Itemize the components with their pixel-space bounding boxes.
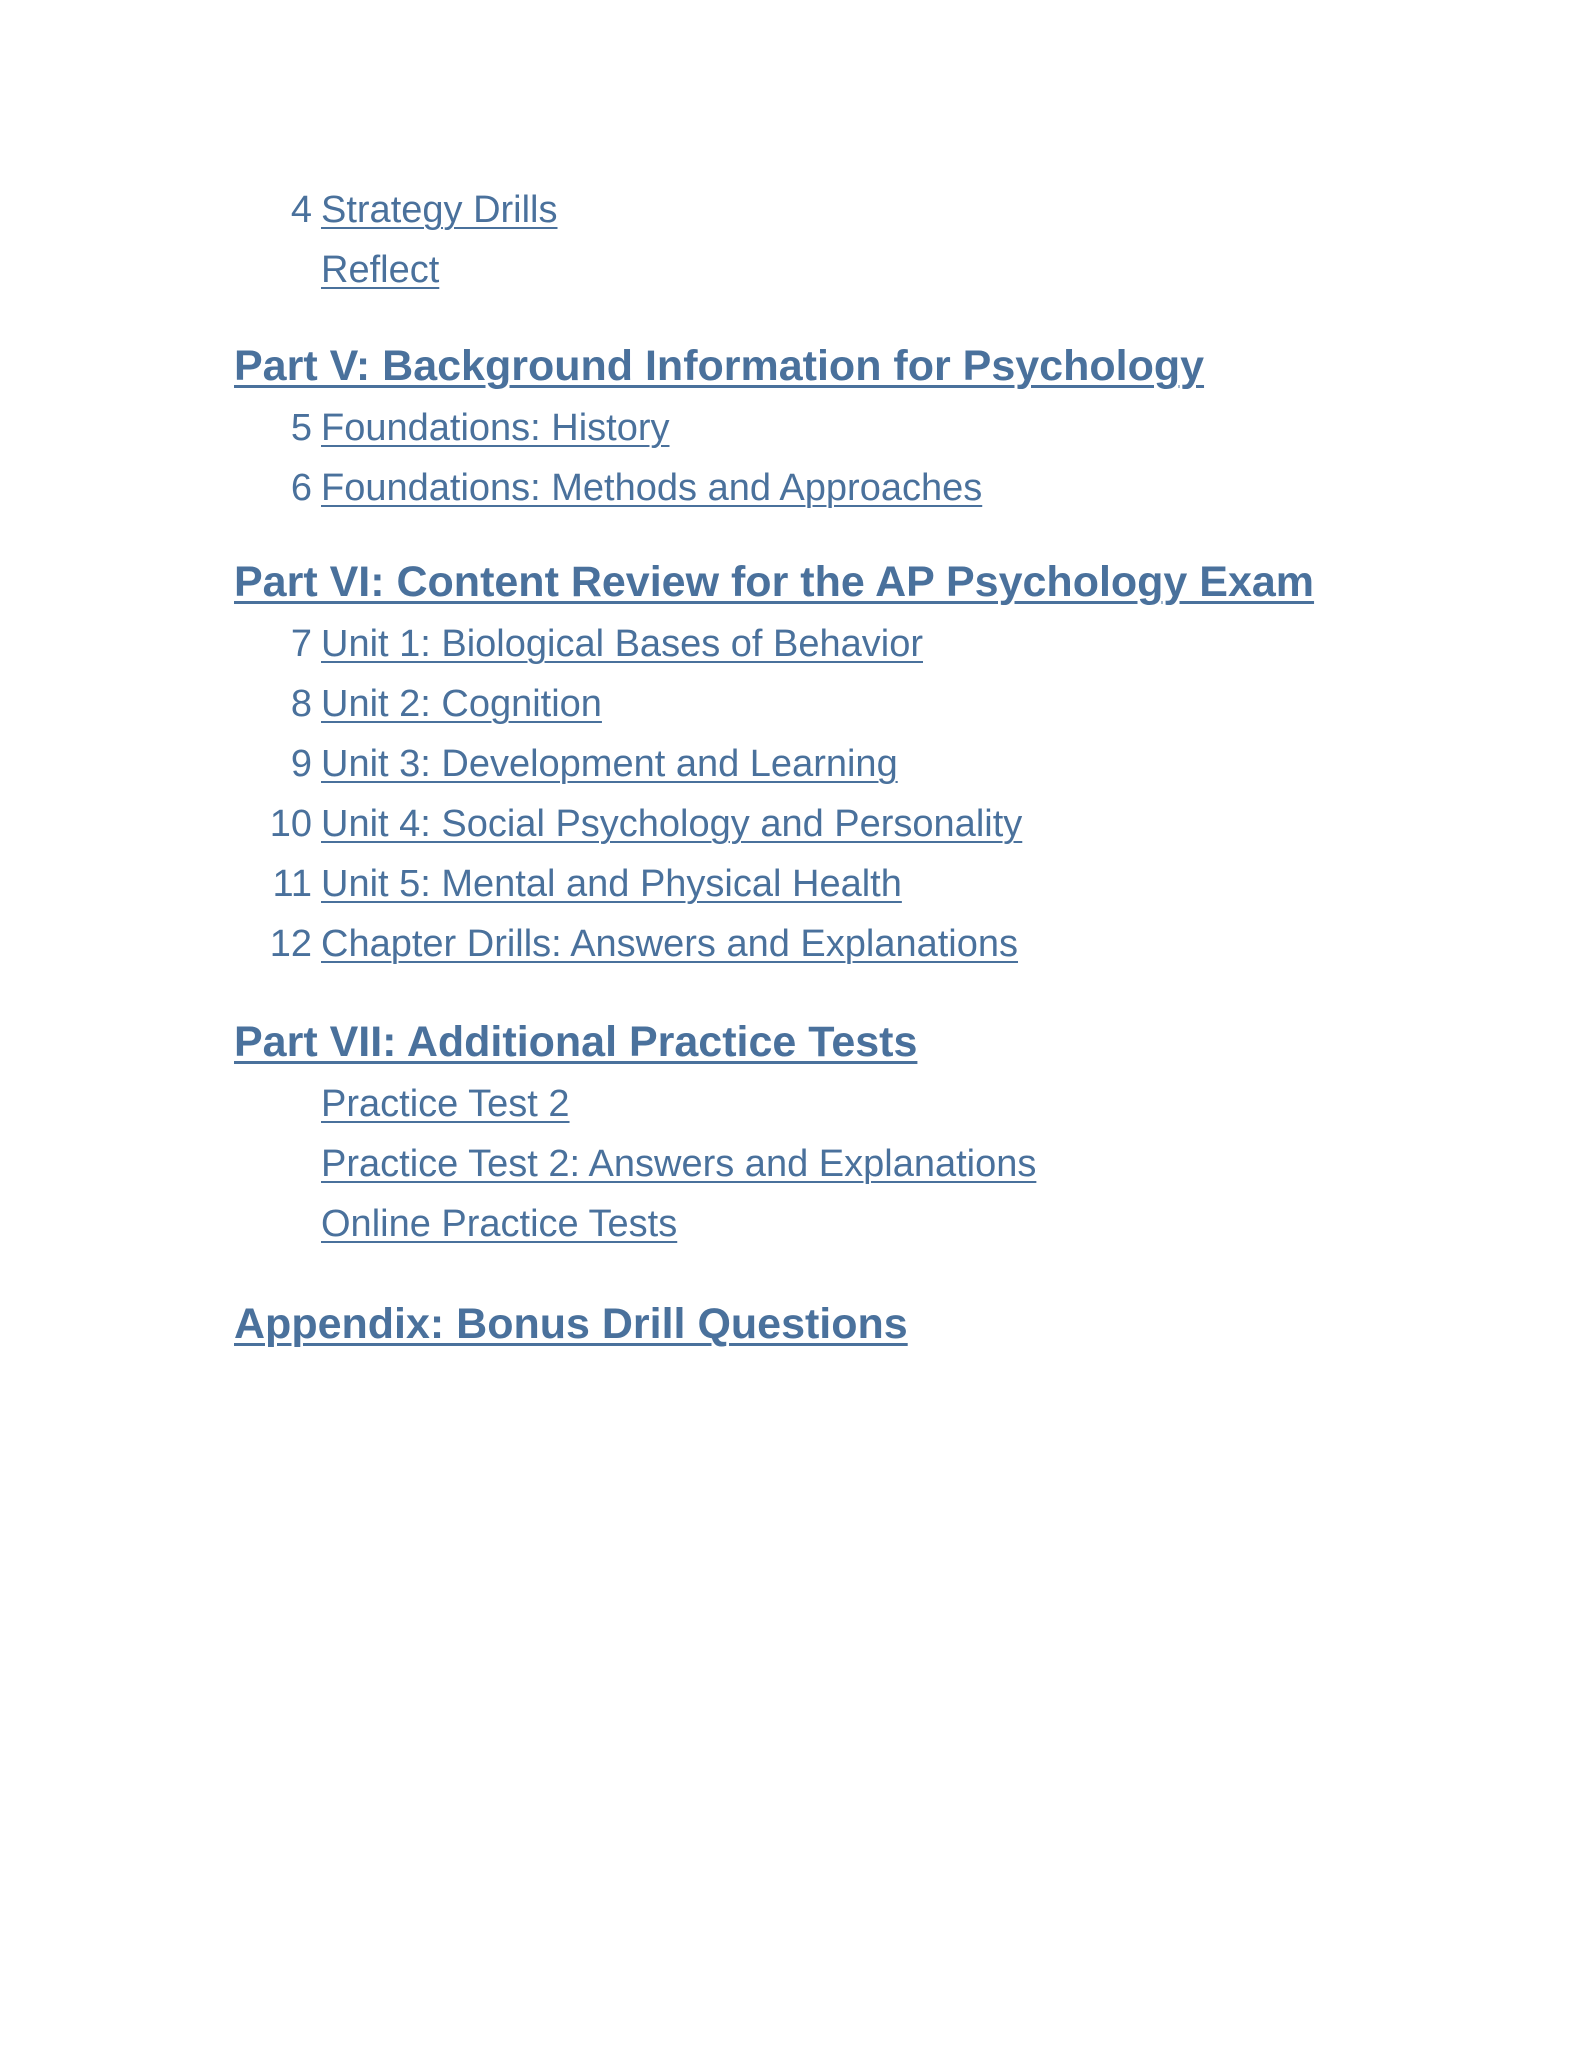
toc-entry-chapter-drills <box>234 914 1434 974</box>
toc-link-unit-1[interactable]: Unit 1: Biological Bases of Behavior <box>321 623 923 665</box>
chapter-number: 8 <box>290 683 312 725</box>
toc-entry-unit-4 <box>234 794 1434 854</box>
toc-entry-unit-5 <box>234 854 1434 914</box>
toc-link-unit-4[interactable]: Unit 4: Social Psychology and Personality <box>321 803 1023 845</box>
chapter-number: 12 <box>269 923 312 965</box>
toc-part-vii-heading <box>234 1010 1434 1074</box>
toc-entry-foundations-history <box>234 398 1434 458</box>
toc-link-practice-test-2-answers[interactable]: Practice Test 2: Answers and Explanations <box>321 1143 1037 1185</box>
toc-entry-online-practice-tests <box>234 1194 1434 1254</box>
chapter-number: 7 <box>290 623 312 665</box>
toc-link-foundations-history[interactable]: Foundations: History <box>321 407 670 449</box>
toc-part-v-heading <box>234 334 1434 398</box>
toc-link-unit-2[interactable]: Unit 2: Cognition <box>321 683 602 725</box>
toc-appendix-heading <box>234 1292 1434 1356</box>
toc-link-reflect[interactable]: Reflect <box>321 249 440 291</box>
toc-link-unit-5[interactable]: Unit 5: Mental and Physical Health <box>321 863 902 905</box>
toc-entry-unit-1 <box>234 614 1434 674</box>
toc-link-part-vii[interactable]: Part VII: Additional Practice Tests <box>234 1018 918 1066</box>
toc-entry-reflect <box>234 240 1434 300</box>
chapter-number: 4 <box>290 189 312 231</box>
toc-part-vi-heading <box>234 550 1434 614</box>
toc-link-part-v[interactable]: Part V: Background Information for Psychology <box>234 342 1205 390</box>
toc-entry-strategy-drills <box>234 180 1434 240</box>
toc-link-practice-test-2[interactable]: Practice Test 2 <box>321 1083 570 1125</box>
chapter-number: 6 <box>290 467 312 509</box>
chapter-number: 5 <box>290 407 312 449</box>
toc-entry-foundations-methods <box>234 458 1434 518</box>
toc-link-chapter-drills[interactable]: Chapter Drills: Answers and Explanations <box>321 923 1019 965</box>
chapter-number: 11 <box>272 863 312 905</box>
toc-link-part-vi[interactable]: Part VI: Content Review for the AP Psychology Exam <box>234 558 1315 606</box>
toc-entry-practice-test-2 <box>234 1074 1434 1134</box>
toc-entry-unit-3 <box>234 734 1434 794</box>
toc-link-appendix[interactable]: Appendix: Bonus Drill Questions <box>234 1300 908 1348</box>
toc-entry-practice-test-2-answers <box>234 1134 1434 1194</box>
toc-link-online-practice-tests[interactable]: Online Practice Tests <box>321 1203 678 1245</box>
table-of-contents <box>234 180 1434 1356</box>
chapter-number: 10 <box>269 803 312 845</box>
toc-entry-unit-2 <box>234 674 1434 734</box>
toc-link-foundations-methods[interactable]: Foundations: Methods and Approaches <box>321 467 983 509</box>
toc-link-unit-3[interactable]: Unit 3: Development and Learning <box>321 743 898 785</box>
toc-link-strategy-drills[interactable]: Strategy Drills <box>321 189 558 231</box>
chapter-number: 9 <box>290 743 312 785</box>
